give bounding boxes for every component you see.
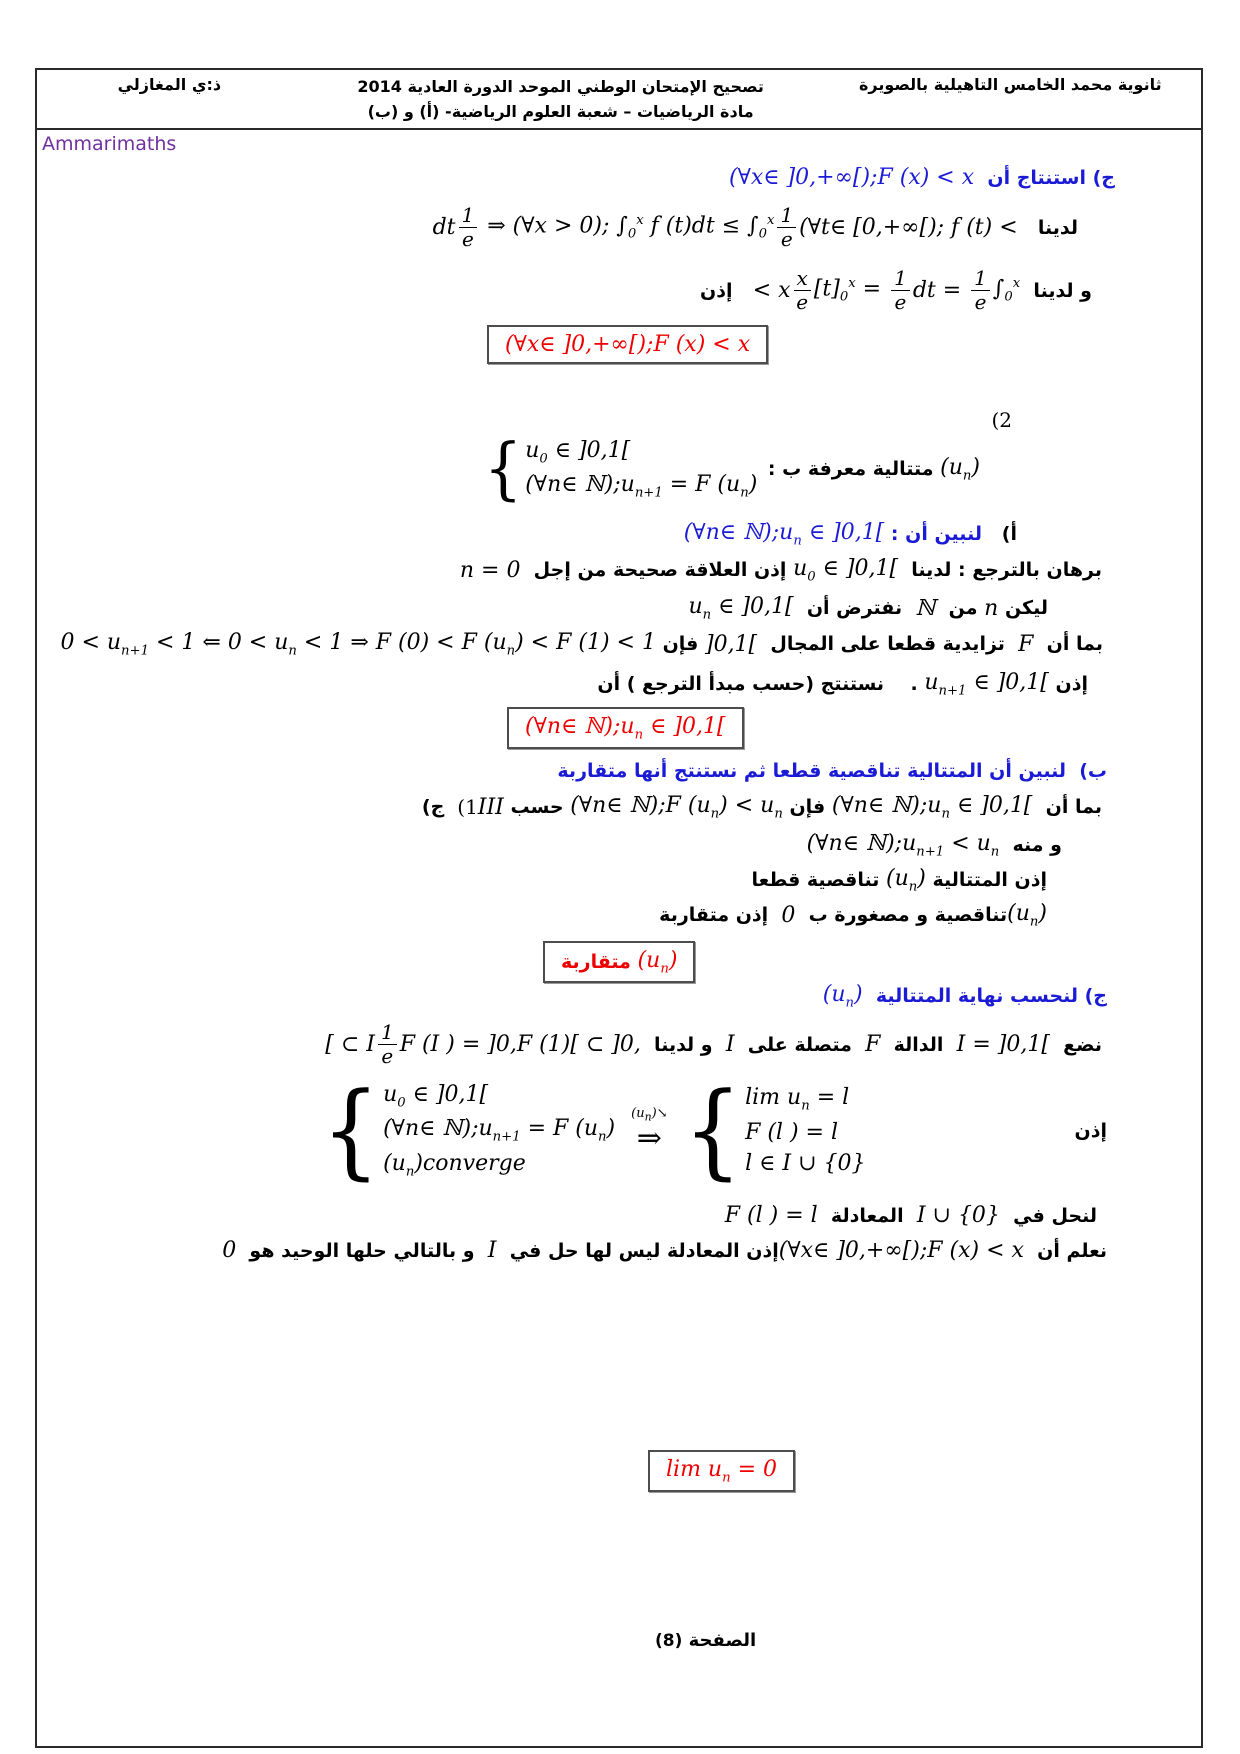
arabic-text: إذن متقاربة [659, 904, 782, 927]
math-expression: 0 [781, 902, 796, 928]
exam-header [35, 68, 1203, 130]
arabic-text: ج) لنحسب نهاية المتتالية [862, 985, 1107, 1008]
math-expression: 1 [378, 1022, 397, 1045]
double-arrow-icon: ⇒ [636, 1120, 662, 1156]
arabic-text: تزايدية قطعا على المجال [757, 633, 1019, 656]
line-we-have-inequality [433, 205, 1078, 250]
math-expression: I [487, 1238, 497, 1263]
math-expression: n = 0 [459, 557, 521, 583]
arabic-text: نضع [1049, 1033, 1102, 1056]
math-expression: ]0,1[ [704, 631, 758, 657]
arabic-text: و لدينا [1020, 279, 1092, 302]
arabic-text: متقاربة [561, 951, 638, 974]
plain-text: (1 [450, 795, 478, 820]
math-expression: $\lim u_n = l$ [745, 1085, 850, 1114]
arabic-text: بما أن [1032, 796, 1102, 819]
left-brace: { [321, 1070, 381, 1190]
math-expression: $u_{n+1}$ ∈ ]0,1[ [924, 670, 1049, 699]
plain-text: (2 [991, 408, 1012, 432]
line-induction-hypothesis [688, 594, 1048, 622]
arabic-text: متصلة على [734, 1033, 866, 1056]
math-expression: $u_0$ ∈ ]0,1[ [793, 556, 899, 585]
arrow-annotation: $(u_n)↘$ [631, 1106, 668, 1124]
math-expression: e [894, 290, 907, 314]
math-expression: $(u_n)converge$ [383, 1150, 526, 1180]
math-expression: (∀n∈ ℕ);F $(u_n) < u_n$ [570, 793, 783, 822]
math-expression: ⇒ (∀x > 0); $\int_0^x$ f $(t)dt \le \int_0^x$ [480, 213, 775, 242]
arabic-text: نفترض أن [793, 597, 916, 620]
math-expression: $(u_n)$ [822, 982, 863, 1011]
header-subject-line: مادة الرياضيات – شعبة العلوم الرياضية- (أ) و (ب) [367, 101, 754, 121]
math-expression: $(u_n)$ [637, 948, 678, 977]
math-expression: F (l ) = l [724, 1203, 818, 1228]
math-expression: F [1018, 631, 1034, 657]
math-expression: ℕ [915, 595, 936, 621]
math-expression: x [794, 268, 811, 291]
math-expression: [ ⊂ I [325, 1032, 375, 1057]
header-exam-title: تصحيح الإمتحان الوطني الموحد الدورة العادية 2014 [357, 77, 764, 96]
footer-page-number [655, 1630, 756, 1651]
arabic-text: ليكن [998, 597, 1048, 620]
arabic-text: . نستنتج (حسب مبدأ الترجع ) أن [597, 673, 925, 696]
fraction [459, 205, 478, 250]
math-expression: (∀x∈ ]0,+∞[);F (x) < x [778, 1238, 1024, 1263]
math-expression: (∀n∈ $ℕ);u_{n+1} = F$ $(u_n)$ [525, 472, 758, 501]
math-expression: $[t]_0^x$ = [813, 276, 889, 305]
arabic-text: إذن المتتالية [925, 869, 1047, 892]
arabic-text: ج) [421, 796, 451, 819]
fraction [971, 268, 990, 313]
box-result-limit-zero [648, 1450, 795, 1492]
arabic-text: ب) لنبين أن المتتالية تناقصية قطعا ثم نستنتج أنها متقاربة [557, 760, 1107, 782]
line-part2-marker [991, 408, 1012, 432]
math-expression: F (I ) = ]0,F (1)[ ⊂ ]0, [399, 1032, 641, 1057]
math-expression: (∀n∈ $ℕ);u_n$ ∈ ]0,1[ [831, 793, 1033, 822]
math-expression: dt [432, 215, 456, 240]
arabic-text: برهان بالترجع : لدينا [898, 559, 1102, 582]
math-expression: I [725, 1032, 735, 1057]
arabic-text: لنحل في [999, 1204, 1097, 1227]
line-induction-base [460, 556, 1102, 584]
math-expression: e [381, 1044, 394, 1068]
arabic-text: فإن [655, 633, 705, 656]
arabic-text: الصفحة [682, 1630, 757, 1651]
brace-system [484, 430, 758, 509]
arabic-text: تناقصية قطعا [751, 869, 886, 892]
left-brace: { [484, 430, 523, 509]
line-a-toshow [684, 520, 1017, 548]
math-expression: 0 [222, 1238, 237, 1263]
line-b-toshow [557, 760, 1107, 782]
line-b-step1 [422, 793, 1102, 821]
math-expression: e [796, 290, 809, 314]
math-expression: (∀n∈ $ℕ);u_{n+1} < u_n$ [806, 831, 1000, 860]
math-expression: 1 [971, 268, 990, 291]
math-expression: (∀n∈ $ℕ);u_n$ ∈ ]0,1[ [683, 520, 885, 549]
line-c-solve-equation [725, 1203, 1097, 1228]
fraction [794, 268, 811, 313]
arabic-text: المعادلة [817, 1204, 917, 1227]
line-induction-conclusion [597, 670, 1088, 698]
arabic-text: و منه [999, 834, 1062, 857]
math-expression: $u_0$ ∈ ]0,1[ [383, 1082, 489, 1111]
arabic-text: فإن [782, 796, 832, 819]
math-expression: I ∪ {0} [916, 1203, 1000, 1228]
arabic-text: حسب [503, 796, 571, 819]
arabic-text: و بالتالي حلها الوحيد هو [236, 1239, 488, 1262]
line-c-unique-solution [222, 1238, 1107, 1263]
math-expression: $(u_n)$ [1007, 901, 1047, 930]
header-exam-info [304, 75, 818, 125]
arabic-text: لنبين أن : [884, 523, 982, 546]
arabic-text: إذن [1048, 673, 1088, 696]
implies-arrow [631, 1106, 668, 1156]
arabic-text: و لدينا [640, 1033, 726, 1056]
math-expression: (∀t∈ [0,+∞[); f (t) < [799, 215, 1025, 240]
arabic-text: من [935, 597, 985, 620]
line-c-limit-header [823, 982, 1107, 1010]
math-expression: $\lim u_n = 0$ [666, 1457, 778, 1486]
box-result-Fx-lt-x [487, 325, 768, 364]
left-brace: { [683, 1070, 743, 1190]
line-c-setup [325, 1022, 1102, 1067]
box-result-un-in-01 [507, 707, 744, 749]
arabic-text: إذن العلاقة صحيحة من إجل [520, 559, 794, 582]
arabic-text: الدالة [880, 1033, 957, 1056]
line-sequence-definition [480, 430, 980, 509]
math-expression: (∀x∈ ]0,+∞[);F (x) < x [729, 165, 975, 190]
arabic-text: ج) استنتاج أن [974, 166, 1115, 189]
math-expression: < x [745, 278, 791, 303]
watermark-ammarimaths: Ammarimaths [42, 133, 177, 155]
brace-system [321, 1070, 616, 1190]
math-expression: n [984, 595, 999, 621]
math-expression: 1 [459, 205, 478, 228]
math-expression: I = ]0,1[ [956, 1032, 1050, 1057]
header-school-name: ثانوية محمد الخامس التاهيلية بالصويرة [858, 75, 1162, 94]
math-expression: $u_0$ ∈ ]0,1[ [525, 438, 631, 467]
math-expression: (∀x∈ ]0,+∞[);F (x) < x [505, 332, 751, 357]
math-expression: $\int_0^x$ [992, 276, 1021, 305]
line-c-deduce-header [729, 165, 1115, 190]
line-b-bounded [659, 901, 1047, 929]
brace-system [683, 1070, 866, 1190]
math-expression: $(u_n)$ [940, 455, 980, 484]
arabic-text: أ) [981, 523, 1017, 546]
math-expression: III [477, 794, 504, 820]
math-expression: 1 [777, 205, 796, 228]
implication-block [318, 1070, 870, 1190]
math-expression: $0 < u_{n+1} < 1$ ⇐ $0 < u_n < 1$ ⇒ F (0) < F $(u_n) < F$ (1) < 1 [60, 630, 656, 659]
plain-text: (8) [655, 1630, 683, 1651]
math-expression: $u_n$ ∈ ]0,1[ [688, 594, 794, 623]
arabic-text: بما أن [1033, 633, 1103, 656]
box-result-un-converges [543, 941, 695, 983]
arabic-text: تناقصية و مصغورة ب [795, 904, 1008, 927]
fraction [378, 1022, 397, 1067]
math-expression: $(u_n)$ [885, 866, 926, 895]
line-b-step2 [807, 831, 1062, 859]
math-expression: (∀n∈ $ℕ);u_{n+1} = F$ $(u_n)$ [383, 1116, 616, 1145]
header-teacher-name: ذ:ي المغازلي [117, 75, 222, 94]
arabic-text: متتالية معرفة ب : [761, 458, 941, 481]
arabic-text: نعلم أن [1023, 1239, 1107, 1262]
math-expression: e [780, 227, 793, 251]
arabic-text: إذن المعادلة ليس لها حل في [496, 1239, 779, 1262]
line-b-decreasing [751, 866, 1047, 894]
line-integral-computation [700, 268, 1092, 313]
math-expression: (∀n∈ $ℕ);u_n$ ∈ ]0,1[ [525, 714, 726, 743]
arabic-text: لدينا [1024, 216, 1078, 239]
math-expression: F (l ) = l [745, 1119, 839, 1145]
math-expression: e [974, 290, 987, 314]
arabic-text: إذن [700, 279, 746, 302]
line-induction-step [60, 630, 1103, 658]
line-c-implication [318, 1070, 1107, 1190]
math-expression: 1 [891, 268, 910, 291]
math-expression: dt = [912, 278, 969, 303]
math-expression: l ∈ I ∪ {0} [745, 1150, 866, 1176]
math-expression: F [865, 1032, 881, 1057]
math-expression: e [461, 227, 474, 251]
arabic-text: إذن [1074, 1119, 1107, 1142]
fraction [777, 205, 796, 250]
fraction [891, 268, 910, 313]
